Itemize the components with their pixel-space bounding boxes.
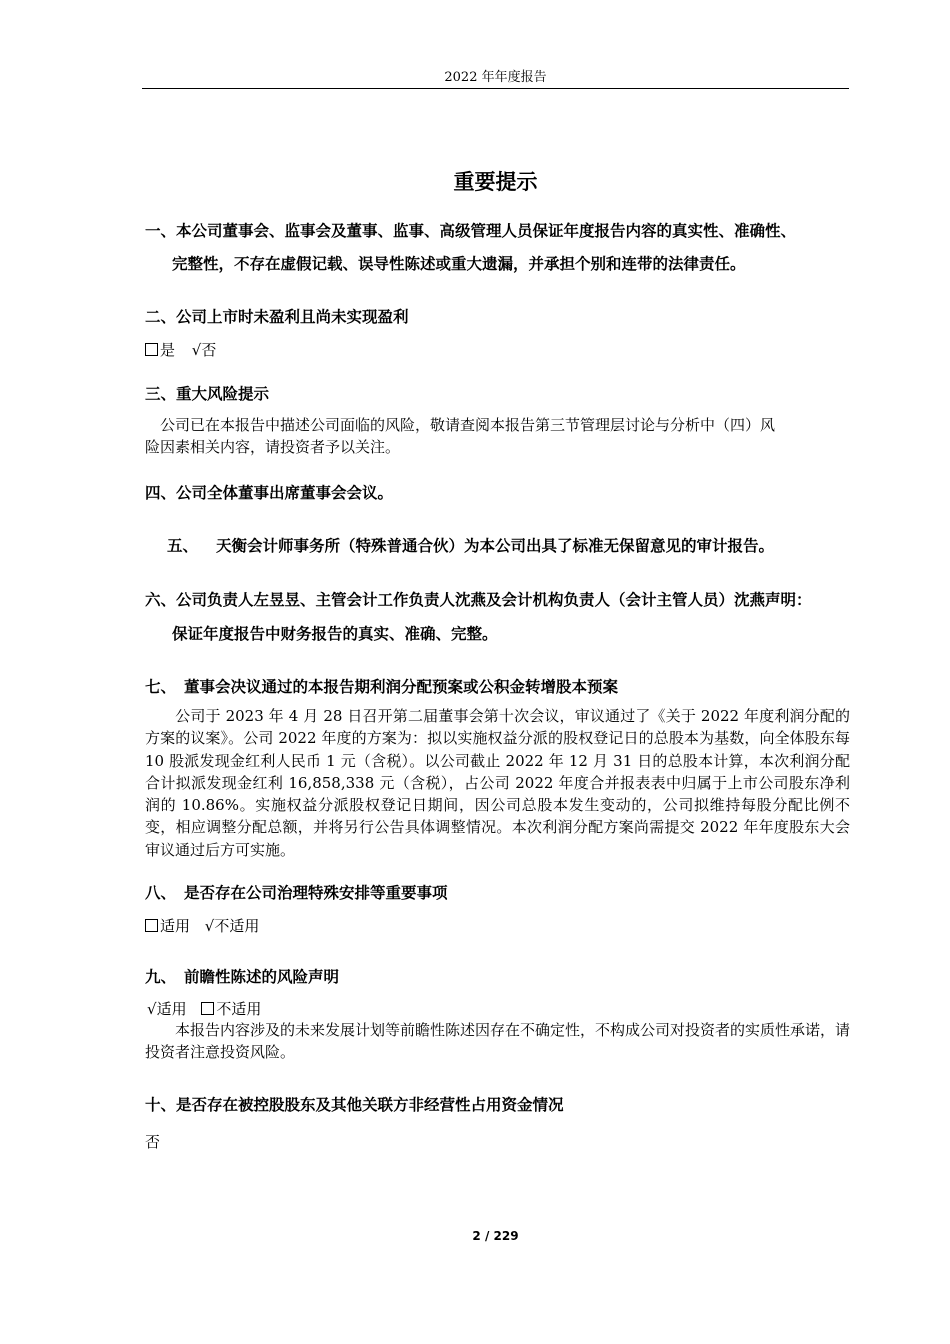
- section-5-line: [167, 534, 774, 556]
- section-3-body-line-2: 险因素相关内容，请投资者予以关注。: [145, 438, 401, 456]
- page-title: 重要提示: [453, 169, 538, 194]
- section-5-text: 天衡会计师事务所（特殊普通合伙）为本公司出具了标准无保留意见的审计报告。: [216, 536, 775, 555]
- section-8-number: 八、: [145, 883, 177, 902]
- checkmark-icon: √: [147, 1000, 157, 1018]
- option-not-applicable-label: 不适用: [216, 1000, 262, 1018]
- section-2-heading: 二、公司上市时未盈利且尚未实现盈利: [145, 307, 409, 326]
- section-1-line-1: 一、本公司董事会、监事会及董事、监事、高级管理人员保证年度报告内容的真实性、准确性、: [145, 221, 797, 240]
- section-2-options: [145, 339, 216, 360]
- section-1-line-2: 完整性，不存在虚假记载、误导性陈述或重大遗漏，并承担个别和连带的法律责任。: [172, 254, 746, 273]
- checkbox-icon: [201, 1002, 214, 1015]
- checkbox-icon: [145, 919, 158, 932]
- option-not-applicable-label: 不适用: [214, 917, 260, 935]
- section-9-options: [147, 998, 261, 1019]
- section-10-heading: 十、是否存在被控股股东及其他关联方非经营性占用资金情况: [145, 1095, 564, 1114]
- running-header: 2022 年年度报告: [444, 70, 547, 85]
- section-9-heading: 前瞻性陈述的风险声明: [184, 967, 340, 986]
- option-applicable-label: 适用: [160, 917, 191, 935]
- option-applicable-label: 适用: [156, 1000, 187, 1018]
- section-3-body-line-1: 公司已在本报告中描述公司面临的风险，敬请查阅本报告第三节管理层讨论与分析中（四）风: [160, 416, 776, 434]
- option-yes-label: 是: [160, 341, 176, 359]
- section-7-heading-line: [145, 675, 618, 697]
- section-6-line-1: 六、公司负责人左昱昱、主管会计工作负责人沈燕及会计机构负责人（会计主管人员）沈燕声明：: [145, 590, 812, 609]
- section-8-heading: 是否存在公司治理特殊安排等重要事项: [184, 883, 448, 902]
- checkbox-icon: [145, 343, 158, 356]
- section-3-heading: 三、重大风险提示: [145, 384, 270, 403]
- section-7-body: [145, 705, 850, 861]
- header-rule: [142, 88, 849, 89]
- page-number: 2 / 229: [472, 1229, 519, 1243]
- checkmark-icon: √: [204, 917, 215, 935]
- section-9-body-text: 本报告内容涉及的未来发展计划等前瞻性陈述因存在不确定性，不构成公司对投资者的实质性承诺，请投资者注意投资风险。: [145, 1021, 851, 1062]
- section-10-answer: 否: [145, 1133, 161, 1151]
- section-8-options: [145, 915, 259, 936]
- section-9-heading-line: [145, 965, 339, 987]
- section-5-number: 五、: [167, 536, 199, 555]
- checkmark-icon: √: [191, 341, 202, 359]
- section-8-heading-line: [145, 881, 448, 903]
- section-4-heading: 四、公司全体董事出席董事会会议。: [145, 483, 394, 502]
- section-7-heading: 董事会决议通过的本报告期利润分配预案或公积金转增股本预案: [184, 677, 619, 696]
- section-7-body-text: 公司于 2023 年 4 月 28 日召开第二届董事会第十次会议，审议通过了《关于 2022 年度利润分配的方案的议案》。公司 2022 年度的方案为：拟以实施权益分派的股权登记日的总股本为基数，向全体股东每 10 股派发现金红利人民币 1 元（含税）。以公司截止 2022 年 12 月 31 日的总股本计算，本次利润分配合计拟派发现金红利 16,858,338 元（含税），占公司 2022 年度合并报表表中归属于上市公司股东净利润的 10.86%。实施权益分派股权登记日期间，因公司总股本发生变动的，公司拟维持每股分配比例不变，相应调整分配总额，并将另行公告具体调整情况。本次利润分配方案尚需提交 2022 年年度股东大会审议通过后方可实施。: [145, 707, 850, 859]
- option-no-label: 否: [201, 341, 217, 359]
- section-7-number: 七、: [145, 677, 177, 696]
- section-9-number: 九、: [145, 967, 177, 986]
- section-6-line-2: 保证年度报告中财务报告的真实、准确、完整。: [172, 624, 498, 643]
- section-9-body: [145, 1019, 850, 1064]
